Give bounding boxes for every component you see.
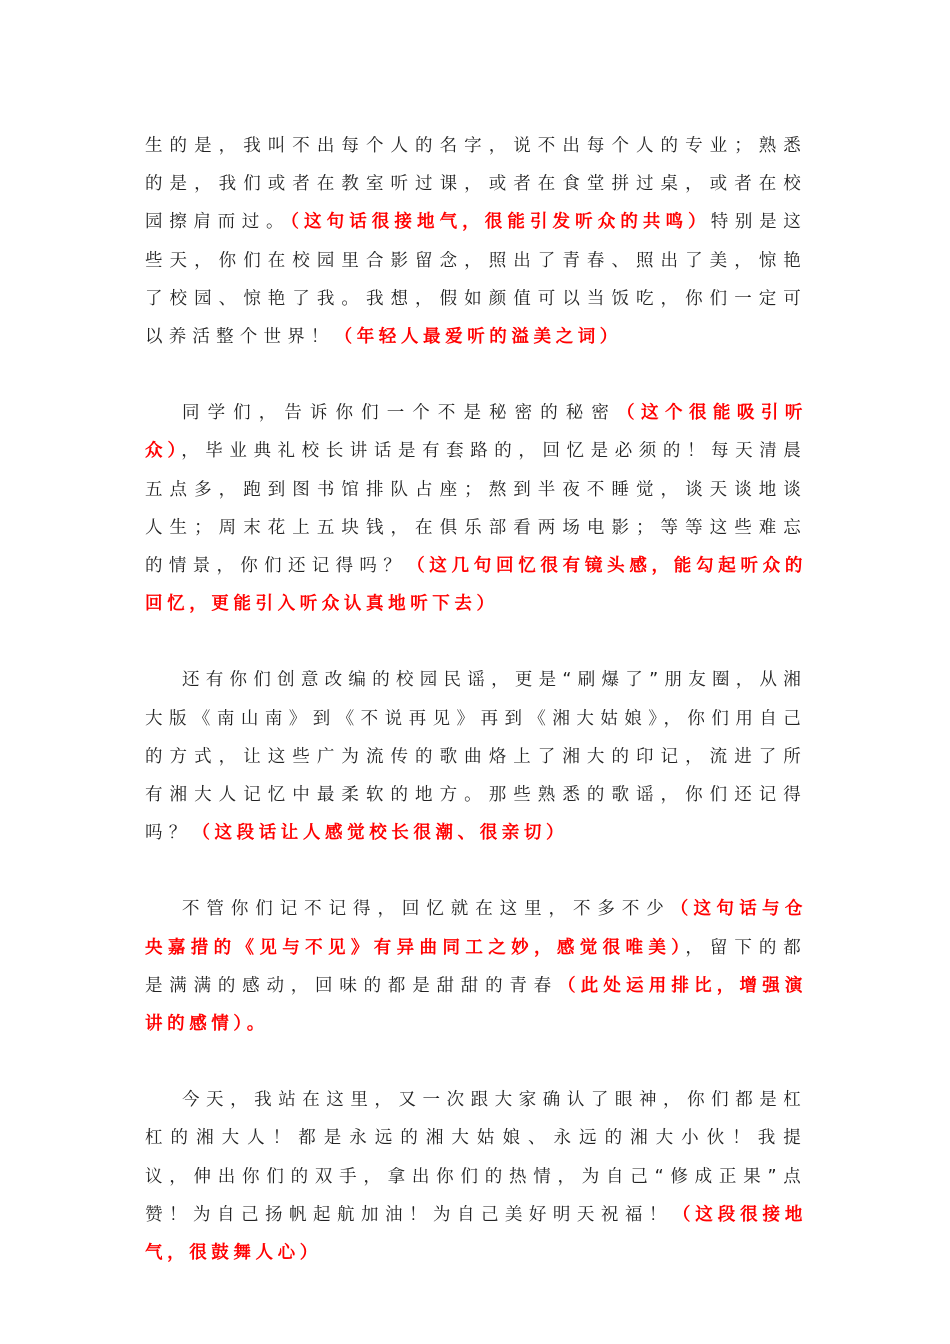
paragraph-gap (145, 623, 807, 661)
red-annotation: （年轻人最爱听的溢美之词） (334, 327, 622, 348)
paragraph-secret (145, 394, 807, 623)
paragraph-gap (145, 852, 807, 890)
red-annotation: （这句话与仓央嘉措的《见与不见》有异曲同工之妙，感觉很唯美） (145, 899, 807, 958)
body-text: 不管你们记不记得，回忆就在这里，不多不少 (182, 899, 671, 920)
paragraph-campus-songs (145, 661, 807, 852)
body-text: 今天，我站在这里，又一次跟大家确认了眼神，你们都是杠杠的湘大人！都是永远的湘大姑娘、永远的湘大小伙！我提议，伸出你们的双手，拿出你们的热情，为自己“修成正果”点赞！为自己扬帆起航加油！为自己美好明天祝福！ (145, 1090, 807, 1225)
red-annotation: （这段话让人感觉校长很潮、很亲切） (192, 823, 569, 844)
red-annotation: （这句话很接地气，很能引发听众的共鸣） (290, 212, 711, 233)
paragraph-campus-memories (145, 127, 807, 356)
paragraph-memory-here (145, 890, 807, 1043)
red-annotation: （这段很接地气，很鼓舞人心） (145, 1204, 807, 1264)
paragraph-gap (145, 1043, 807, 1081)
document-page (145, 127, 807, 1272)
body-text: ，毕业典礼校长讲话是有套路的，回忆是必须的！每天清晨五点多，跑到图书馆排队占座；熬到半夜不睡觉，谈天谈地谈人生；周末花上五块钱，在俱乐部看两场电影；等等这些难忘的情景，你们还记得吗？ (145, 441, 807, 577)
body-text: 同学们，告诉你们一个不是秘密的秘密 (182, 403, 617, 424)
body-text: 特别是这些天，你们在校园里合影留念，照出了青春、照出了美，惊艳了校园、惊艳了我。我想，假如颜值可以当饭吃，你们一定可以养活整个世界！ (145, 212, 808, 348)
paragraph-today (145, 1081, 807, 1272)
body-text: 还有你们创意改编的校园民谣，更是“刷爆了”朋友圈，从湘大版《南山南》到《不说再见》再到《湘大姑娘》，你们用自己的方式，让这些广为流传的歌曲烙上了湘大的印记，流进了所有湘大人记忆中最柔软的地方。那些熟悉的歌谣，你们还记得吗？ (145, 670, 807, 844)
red-annotation: （这个很能吸引听众） (145, 403, 807, 462)
body-text: 生的是，我叫不出每个人的名字，说不出每个人的专业；熟悉的是，我们或者在教室听过课，或者在食堂拼过桌，或者在校园擦肩而过。 (145, 136, 807, 233)
red-annotation: （此处运用排比，增强演讲的感情）。 (145, 975, 807, 1035)
body-text: ，留下的都是满满的感动，回味的都是甜甜的青春 (145, 937, 807, 996)
paragraph-gap (145, 356, 807, 394)
red-annotation: （这几句回忆很有镜头感，能勾起听众的回忆，更能引入听众认真地听下去） (145, 556, 807, 615)
